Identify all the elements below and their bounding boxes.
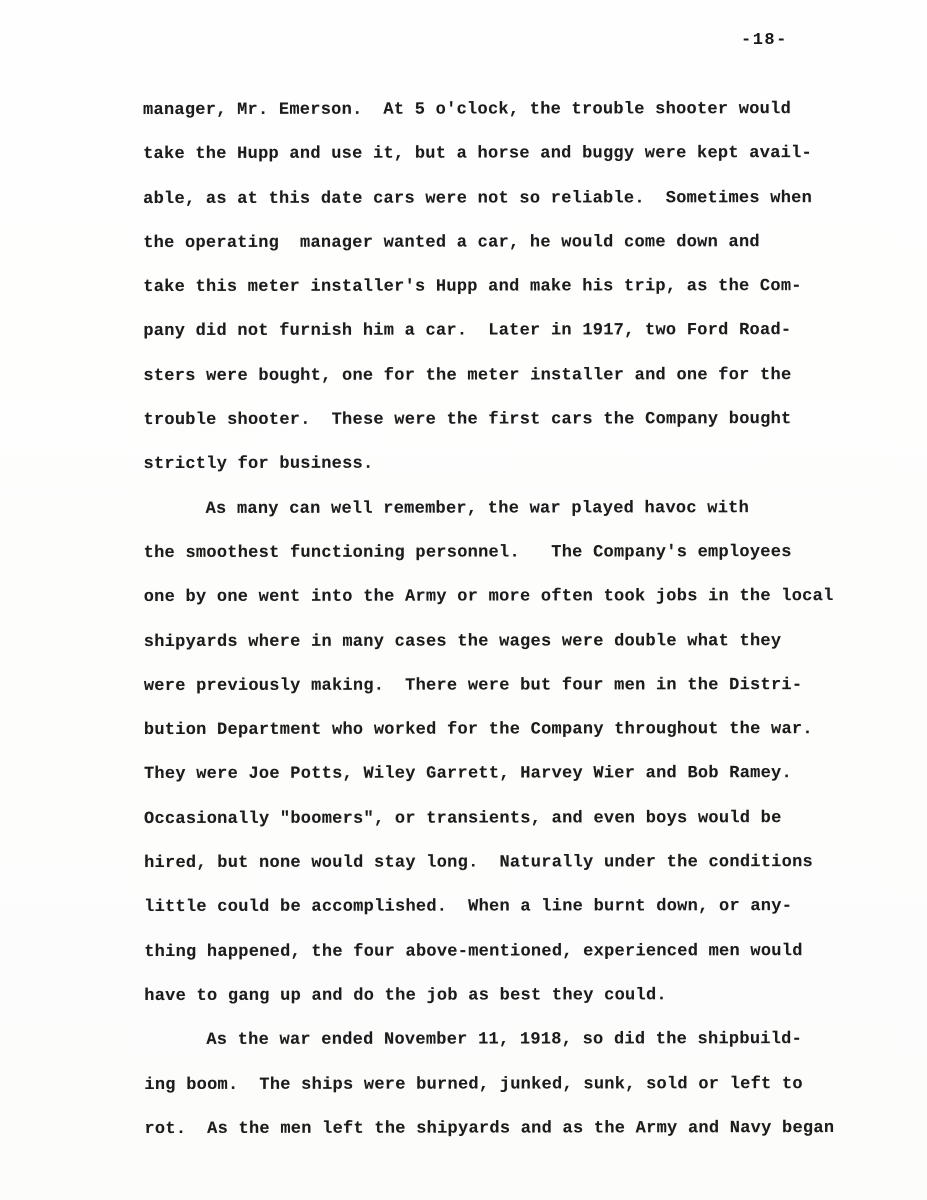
text-line: As the war ended November 11, 1918, so did the shipbuild- xyxy=(206,1030,803,1051)
page-number: -18- xyxy=(741,31,788,50)
text-line: As many can well remember, the war played havoc with xyxy=(205,498,750,519)
document-text-block xyxy=(143,88,834,1152)
text-line: manager, Mr. Emerson. At 5 o'clock, the trouble shooter would xyxy=(143,100,792,120)
text-line: pany did not furnish him a car. Later in 1917, two Ford Road- xyxy=(143,321,792,342)
text-line: able, as at this date cars were not so reliable. Sometimes when xyxy=(143,188,813,209)
text-line: one by one went into the Army or more often took jobs in the local xyxy=(143,587,834,608)
text-line: the smoothest functioning personnel. The Company's employees xyxy=(143,543,792,563)
text-line: have to gang up and do the job as best they could. xyxy=(144,986,667,1006)
text-line: Occasionally "boomers", or transients, and even boys would be xyxy=(144,808,782,829)
text-line: bution Department who worked for the Company throughout the war. xyxy=(143,720,813,741)
text-line: rot. As the men left the shipyards and as the Army and Navy began xyxy=(144,1118,835,1139)
text-line: trouble shooter. These were the first cars the Company bought xyxy=(143,410,792,431)
text-line: little could be accomplished. When a line burnt down, or any- xyxy=(144,897,793,918)
text-line: shipyards where in many cases the wages were double what they xyxy=(143,631,782,652)
text-line: sters were bought, one for the meter installer and one for the xyxy=(143,365,792,386)
text-line: were previously making. There were but four men in the Distri- xyxy=(143,675,803,696)
text-line: ing boom. The ships were burned, junked, sunk, sold or left to xyxy=(144,1074,803,1095)
text-line: hired, but none would stay long. Naturally under the conditions xyxy=(144,853,814,874)
text-line: They were Joe Potts, Wiley Garrett, Harvey Wier and Bob Ramey. xyxy=(143,764,792,785)
text-line: the operating manager wanted a car, he would come down and xyxy=(143,233,760,253)
text-line: thing happened, the four above-mentioned, experienced men would xyxy=(144,941,803,962)
text-line: take this meter installer's Hupp and make his trip, as the Com- xyxy=(143,277,802,298)
text-line: strictly for business. xyxy=(143,455,374,475)
text-line: take the Hupp and use it, but a horse and buggy were kept avail- xyxy=(143,144,813,165)
